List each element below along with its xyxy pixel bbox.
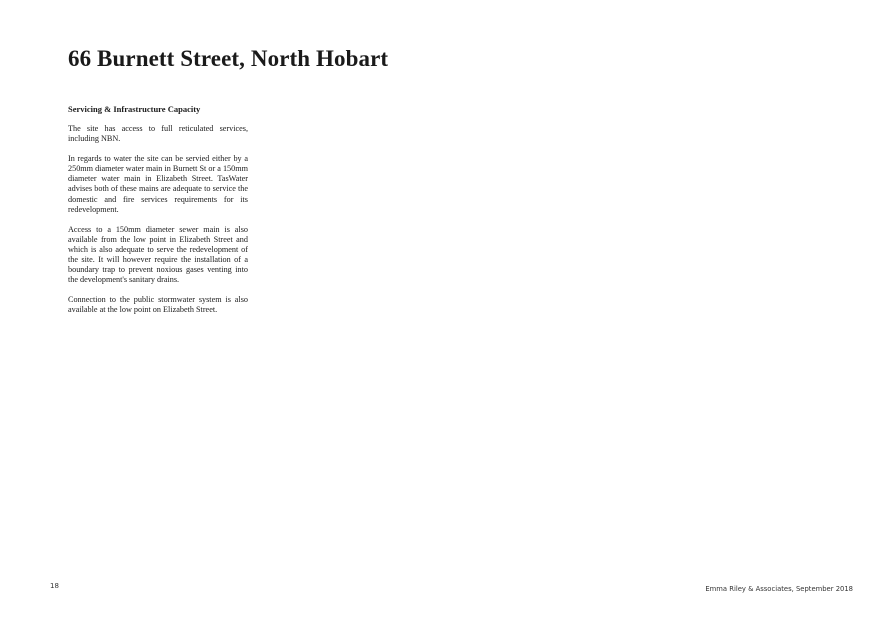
section-heading: Servicing & Infrastructure Capacity bbox=[68, 104, 201, 114]
paragraph-stormwater: Connection to the public stormwater system is also available at the low point on Elizabeth Street. bbox=[68, 295, 248, 315]
paragraph-sewer: Access to a 150mm diameter sewer main is also available from the low point in Elizabeth Street and which is also adequate to serve the redevelopment of the site. It will however require the installation of a boundary trap to prevent noxious gases venting into the development's sanitary drains. bbox=[68, 224, 248, 285]
footer-credit: Emma Riley & Associates, September 2018 bbox=[705, 585, 853, 593]
page-title: 66 Burnett Street, North Hobart bbox=[68, 46, 389, 71]
paragraph-services: The site has access to full reticulated services, including NBN. bbox=[68, 124, 248, 144]
body-text-column bbox=[68, 124, 248, 326]
paragraph-water: In regards to water the site can be servied either by a 250mm diameter water main in Burnett St or a 150mm diameter water main in Elizabeth Street. TasWater advises both of these mains are adequate to service the domestic and fire services requirements for its redevelopment. bbox=[68, 154, 248, 214]
page-number: 18 bbox=[50, 582, 59, 590]
